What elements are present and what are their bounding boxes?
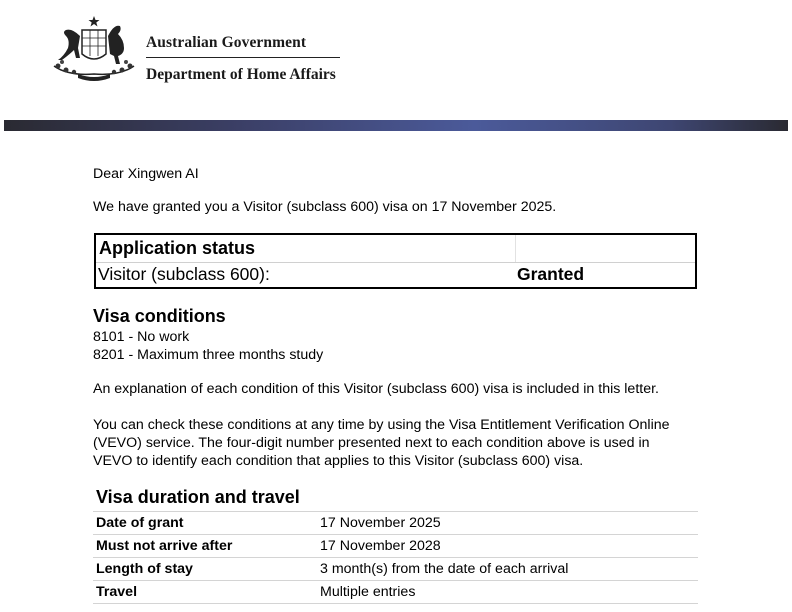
table-row xyxy=(93,511,698,534)
coat-of-arms-icon xyxy=(48,14,140,84)
vevo-paragraph xyxy=(93,416,703,470)
department-name: Department of Home Affairs xyxy=(146,66,336,83)
table-row xyxy=(93,580,698,604)
row-value: 17 November 2028 xyxy=(320,538,441,554)
status-title: Application status xyxy=(99,238,256,258)
table-row xyxy=(93,534,698,557)
grant-statement: We have granted you a Visitor (subclass 600) visa on 17 November 2025. xyxy=(93,199,557,215)
status-divider-vertical xyxy=(515,235,516,262)
row-label: Must not arrive after xyxy=(96,538,233,554)
conditions-explanation: An explanation of each condition of this Visitor (subclass 600) visa is included in this letter. xyxy=(93,381,659,397)
condition-item: 8201 - Maximum three months study xyxy=(93,347,324,363)
condition-item: 8101 - No work xyxy=(93,329,190,345)
vevo-line: (VEVO) service. The four-digit number presented next to each condition above is used in xyxy=(93,435,650,451)
table-row xyxy=(93,557,698,580)
vevo-line: VEVO to identify each condition that applies to this Visitor (subclass 600) visa. xyxy=(93,453,584,469)
gov-name-line: Australian Government xyxy=(146,34,307,51)
row-label: Date of grant xyxy=(96,515,184,531)
application-status-box xyxy=(94,233,697,289)
status-visa-label: Visitor (subclass 600): xyxy=(98,264,270,284)
row-value: 3 month(s) from the date of each arrival xyxy=(320,561,569,577)
greeting: Dear Xingwen AI xyxy=(93,166,199,182)
row-value: 17 November 2025 xyxy=(320,515,441,531)
vevo-line: You can check these conditions at any time by using the Visa Entitlement Verification Online xyxy=(93,417,670,433)
status-badge: Granted xyxy=(517,264,585,284)
header-band xyxy=(4,120,788,131)
row-label: Travel xyxy=(96,584,138,600)
government-name xyxy=(146,34,340,84)
duration-title: Visa duration and travel xyxy=(96,487,300,507)
row-value: Multiple entries xyxy=(320,584,416,600)
gov-name-divider xyxy=(146,57,340,58)
row-label: Length of stay xyxy=(96,561,193,577)
status-divider xyxy=(96,262,695,263)
conditions-title: Visa conditions xyxy=(93,306,226,326)
letterhead xyxy=(0,0,792,120)
